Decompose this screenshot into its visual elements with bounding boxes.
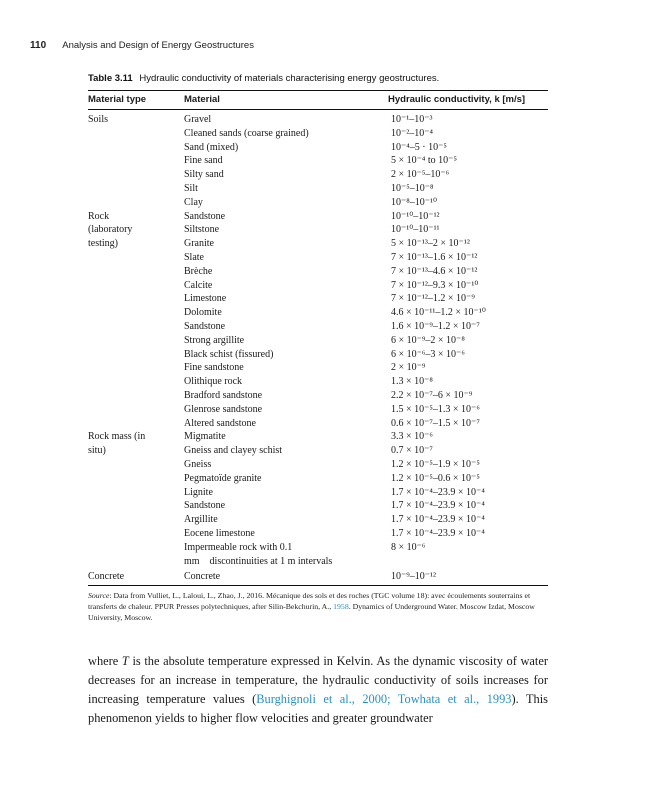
table-row	[88, 279, 548, 293]
paragraph-text: where	[88, 654, 122, 668]
cell-material: Impermeable rock with 0.1 mm discontinuities at 1 m intervals	[184, 541, 333, 567]
cell-conductivity: 1.7 × 10⁻⁴–23.9 × 10⁻⁴	[391, 486, 485, 498]
table-caption	[88, 73, 439, 84]
cell-material: Brèche	[184, 265, 213, 277]
cell-conductivity: 8 × 10⁻⁶	[391, 541, 426, 553]
table-source-note	[88, 590, 548, 623]
table-row	[88, 375, 548, 389]
cell-material: Siltstone	[184, 224, 220, 236]
cell-conductivity: 10⁻⁹–10⁻¹²	[391, 571, 437, 583]
cell-conductivity: 2.2 × 10⁻⁷–6 × 10⁻⁹	[391, 389, 473, 401]
cell-material-type: situ)	[88, 445, 106, 457]
cell-material: Concrete	[184, 571, 221, 583]
body-paragraph	[88, 652, 548, 728]
cell-material: Gravel	[184, 114, 212, 125]
table-row	[88, 513, 548, 527]
cell-material: Sandstone	[184, 500, 226, 512]
cell-conductivity: 5 × 10⁻¹³–2 × 10⁻¹²	[391, 238, 470, 250]
table-row	[88, 348, 548, 362]
table-header-rule	[88, 109, 548, 110]
cell-material-type: Rock mass (in	[88, 431, 146, 443]
table-row	[88, 265, 548, 279]
cell-material: Dolomite	[184, 307, 222, 319]
table-row	[88, 292, 548, 306]
cell-conductivity: 5 × 10⁻⁴ to 10⁻⁵	[391, 155, 457, 167]
cell-material-type: Rock	[88, 210, 110, 222]
cell-material: Cleaned sands (coarse grained)	[184, 127, 309, 139]
table-row	[88, 361, 548, 375]
cell-material: Limestone	[184, 293, 227, 305]
cell-material: Sandstone	[184, 320, 226, 332]
citation-link[interactable]: Burghignoli et al., 2000; Towhata et al., 1993	[256, 692, 512, 706]
cell-material-type: testing)	[88, 238, 118, 250]
cell-conductivity: 1.3 × 10⁻⁸	[391, 376, 433, 388]
table-label: Table 3.11	[88, 73, 133, 84]
table-row	[88, 499, 548, 513]
cell-conductivity: 1.2 × 10⁻⁵–0.6 × 10⁻⁵	[391, 472, 480, 484]
paragraph-text: ). This phenomenon yields to higher flow velocities and greater groundwater	[88, 692, 548, 725]
table-row	[88, 541, 548, 569]
table-row	[88, 168, 548, 182]
cell-material: Lignite	[184, 486, 213, 498]
cell-conductivity: 4.6 × 10⁻¹¹–1.2 × 10⁻¹⁰	[391, 307, 486, 319]
cell-material: Argillite	[184, 514, 218, 526]
cell-conductivity: 10⁻⁸–10⁻¹⁰	[391, 196, 438, 208]
cell-conductivity: 1.7 × 10⁻⁴–23.9 × 10⁻⁴	[391, 514, 485, 526]
temperature-variable: T	[121, 654, 129, 668]
cell-material: Fine sandstone	[184, 362, 244, 374]
running-header	[30, 40, 254, 51]
cell-conductivity: 3.3 × 10⁻⁶	[391, 431, 433, 443]
table-title: Hydraulic conductivity of materials characterising energy geostructures.	[139, 73, 440, 84]
cell-material-type: Concrete	[88, 571, 125, 583]
cell-material: Granite	[184, 238, 214, 250]
cell-material: Glenrose sandstone	[184, 403, 263, 415]
cell-conductivity: 0.6 × 10⁻⁷–1.5 × 10⁻⁷	[391, 417, 480, 429]
table-row	[88, 472, 548, 486]
source-label: Source	[88, 591, 110, 600]
cell-material: Pegmatoïde granite	[184, 472, 262, 484]
cell-material: Bradford sandstone	[184, 389, 263, 401]
table-row	[88, 127, 548, 141]
cell-material: Calcite	[184, 279, 213, 291]
cell-material: Fine sand	[184, 155, 223, 167]
table-row	[88, 444, 548, 458]
cell-material: Slate	[184, 251, 204, 263]
cell-conductivity: 6 × 10⁻⁹–2 × 10⁻⁸	[391, 334, 465, 346]
cell-material: Silt	[184, 182, 198, 194]
cell-conductivity: 7 × 10⁻¹²–9.3 × 10⁻¹⁰	[391, 279, 479, 291]
source-year-link[interactable]: 1958	[333, 602, 349, 611]
cell-material: Silty sand	[184, 169, 224, 181]
table-body	[88, 113, 548, 584]
cell-conductivity: 2 × 10⁻⁹	[391, 362, 426, 374]
cell-conductivity: 1.5 × 10⁻⁵–1.3 × 10⁻⁶	[391, 403, 480, 415]
cell-conductivity: 7 × 10⁻¹³–4.6 × 10⁻¹²	[391, 265, 478, 277]
cell-material: Altered sandstone	[184, 417, 256, 429]
table-row	[88, 403, 548, 417]
cell-conductivity: 1.7 × 10⁻⁴–23.9 × 10⁻⁴	[391, 527, 485, 539]
table-row	[88, 458, 548, 472]
table-row	[88, 570, 548, 584]
page-number: 110	[30, 40, 47, 51]
table-row	[88, 223, 548, 237]
cell-conductivity: 10⁻⁵–10⁻⁸	[391, 182, 434, 194]
table-row	[88, 154, 548, 168]
table-row	[88, 182, 548, 196]
cell-conductivity: 10⁻²–10⁻⁴	[391, 127, 434, 139]
running-title: Analysis and Design of Energy Geostructures	[62, 40, 254, 51]
table-header-row	[88, 94, 548, 108]
cell-material-type: (laboratory	[88, 224, 133, 236]
cell-conductivity: 10⁻⁴–5 · 10⁻⁵	[391, 141, 447, 153]
cell-conductivity: 7 × 10⁻¹²–1.2 × 10⁻⁹	[391, 293, 475, 305]
table-row	[88, 389, 548, 403]
table-top-rule	[88, 90, 548, 91]
table-row	[88, 306, 548, 320]
cell-material: Strong argillite	[184, 334, 245, 346]
cell-conductivity: 10⁻¹–10⁻³	[391, 114, 433, 125]
source-text: : Data from Vulliet, L., Laloui, L., Zhao, J., 2016. Mécanique des sols et des roches (TGC volume 18): avec écoulements souterrains et transferts de chaleur. PPUR Presses polytechniques, after Silin-Bekchurin, A.,	[88, 591, 531, 611]
column-header-hydraulic-conductivity: Hydraulic conductivity, k [m/s]	[388, 94, 526, 105]
table-row	[88, 334, 548, 348]
cell-material: Sandstone	[184, 210, 226, 222]
cell-material: Black schist (fissured)	[184, 348, 274, 360]
table-row	[88, 196, 548, 210]
cell-material: Gneiss	[184, 458, 212, 470]
cell-conductivity: 2 × 10⁻⁵–10⁻⁶	[391, 169, 450, 181]
source-tail: . Dynamics of Underground Water. Moscow Izdat, Moscow University, Moscow.	[88, 602, 535, 622]
cell-material: Gneiss and clayey schist	[184, 445, 283, 457]
table-row	[88, 320, 548, 334]
cell-conductivity: 1.6 × 10⁻⁹–1.2 × 10⁻⁷	[391, 320, 480, 332]
table-row	[88, 210, 548, 224]
table-row	[88, 237, 548, 251]
table-bottom-rule	[88, 585, 548, 586]
table-row	[88, 141, 548, 155]
table-row	[88, 430, 548, 444]
table-row	[88, 486, 548, 500]
table-row	[88, 527, 548, 541]
cell-conductivity: 10⁻¹⁰–10⁻¹²	[391, 210, 440, 222]
cell-conductivity: 10⁻¹⁰–10⁻¹¹	[391, 224, 440, 236]
cell-conductivity: 0.7 × 10⁻⁷	[391, 445, 433, 457]
cell-material: Clay	[184, 196, 203, 208]
cell-conductivity: 1.2 × 10⁻⁵–1.9 × 10⁻⁵	[391, 458, 480, 470]
cell-conductivity: 6 × 10⁻⁶–3 × 10⁻⁶	[391, 348, 465, 360]
column-header-material: Material	[184, 94, 220, 105]
cell-conductivity: 1.7 × 10⁻⁴–23.9 × 10⁻⁴	[391, 500, 485, 512]
cell-conductivity: 7 × 10⁻¹³–1.6 × 10⁻¹²	[391, 251, 478, 263]
column-header-material-type: Material type	[88, 94, 147, 105]
cell-material: Migmatite	[184, 431, 226, 443]
cell-material-type: Soils	[88, 114, 109, 125]
cell-material: Sand (mixed)	[184, 141, 239, 153]
table-row	[88, 113, 548, 127]
cell-material: Olithique rock	[184, 376, 243, 388]
table-row	[88, 251, 548, 265]
cell-material: Eocene limestone	[184, 527, 255, 539]
table-row	[88, 417, 548, 431]
paragraph-text: is the absolute temperature expressed in Kelvin. As the dynamic viscosity of water decreases for an increase in temperature, the hydraulic conductivity of soils increases for increasing temperature values (	[88, 654, 548, 706]
